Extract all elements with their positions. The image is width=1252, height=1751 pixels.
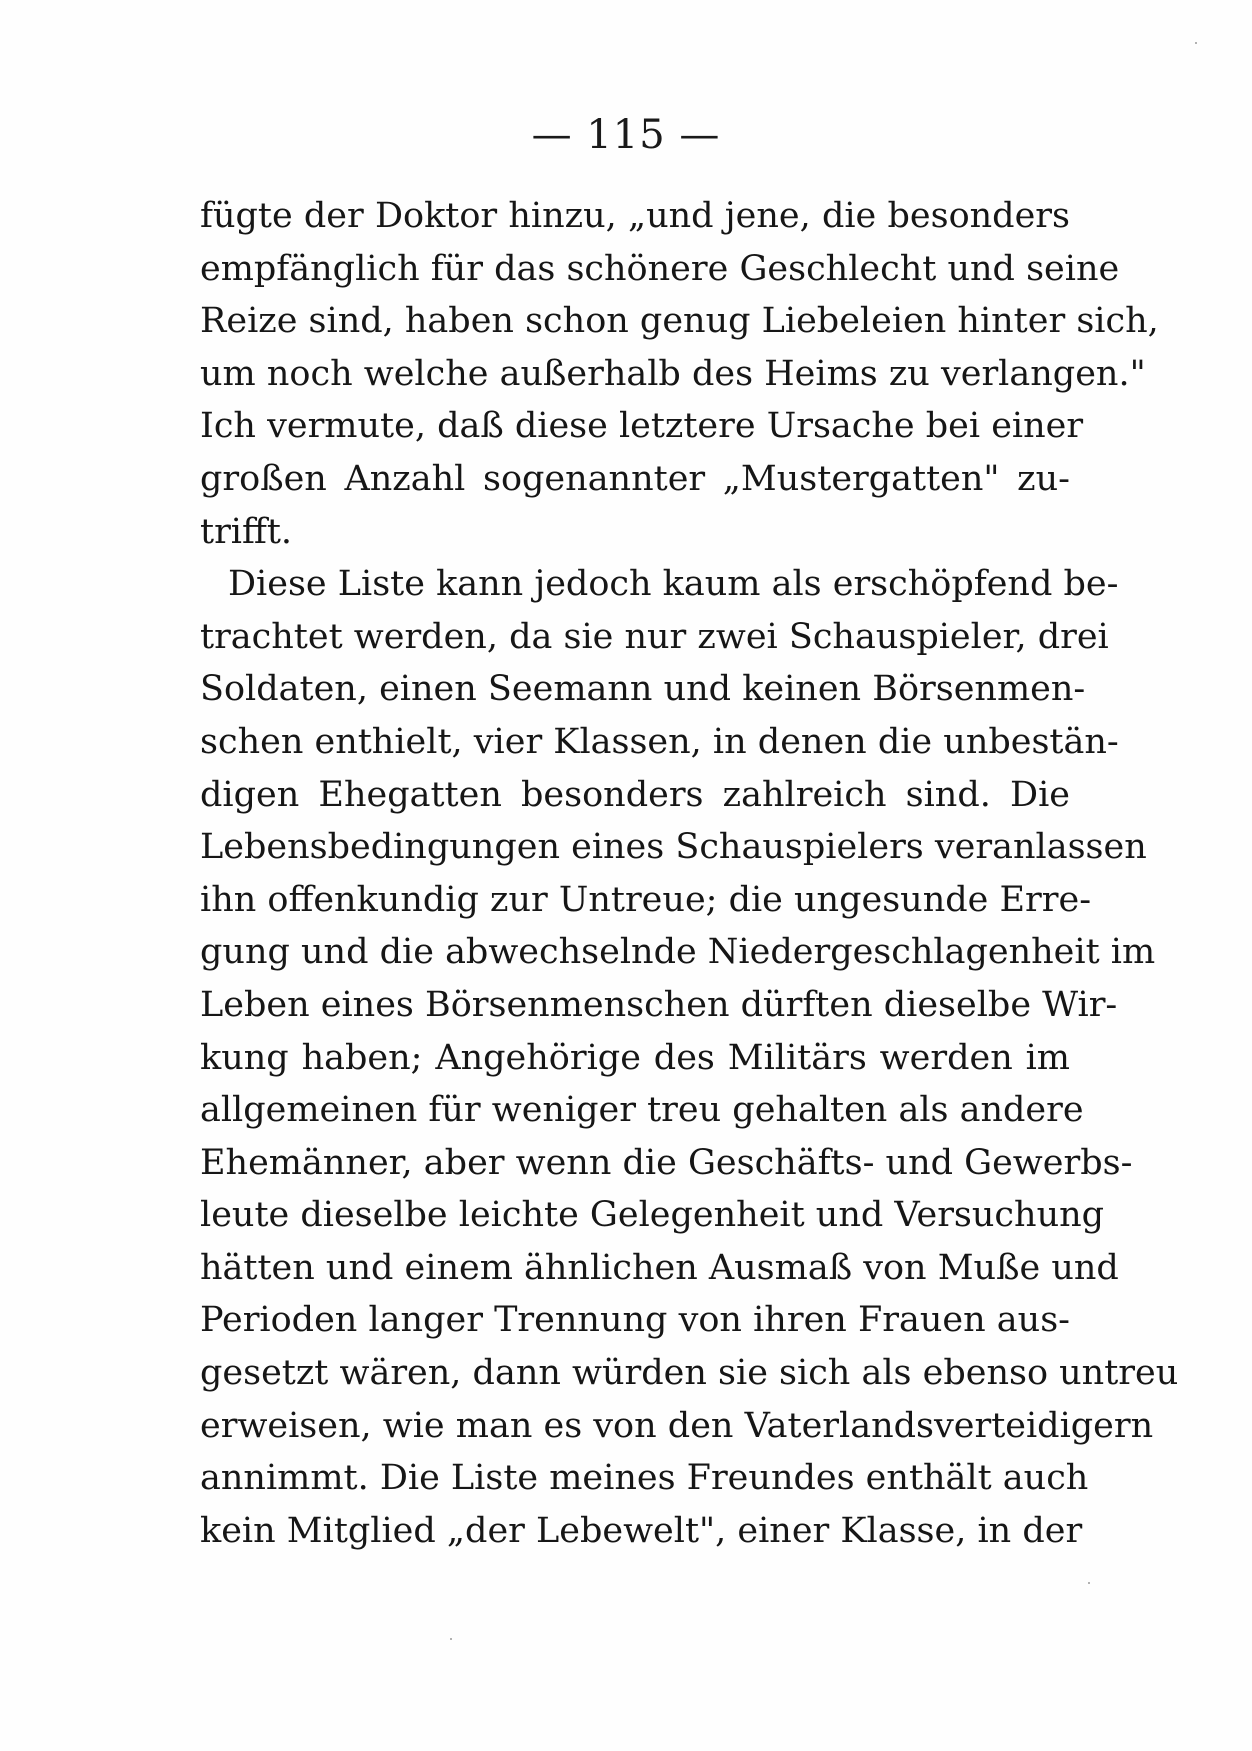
text-line: Leben eines Börsenmenschen dürften dieselbe Wir- [200,984,1118,1025]
text-line: Reize sind, haben schon genug Liebeleien hinter sich, [200,301,1159,342]
text-line: gung und die abwechselnde Niedergeschlagenheit im [200,932,1156,973]
text-line: allgemeinen für weniger treu gehalten als andere [200,1090,1084,1131]
paper-speck [1195,42,1197,44]
text-line: um noch welche außerhalb des Heims zu verlangen." [200,353,1146,394]
text-line: digen Ehegatten besonders zahlreich sind. Die [200,774,1070,815]
text-line: Ich vermute, daß diese letztere Ursache bei einer [200,406,1084,447]
text-line: trachtet werden, da sie nur zwei Schauspieler, drei [200,616,1109,657]
text-line: Lebensbedingungen eines Schauspielers veranlassen [200,827,1147,868]
text-line: gesetzt wären, dann würden sie sich als ebenso untreu [200,1353,1179,1394]
text-line: trifft. [200,511,293,552]
text-line: erweisen, wie man es von den Vaterlandsverteidigern [200,1405,1154,1446]
text-line: hätten und einem ähnlichen Ausmaß von Muße und [200,1247,1119,1288]
page-number: — 115 — [531,112,721,158]
text-line: kung haben; Angehörige des Militärs werden im [200,1037,1070,1078]
paper-speck [1088,1582,1090,1584]
text-line: leute dieselbe leichte Gelegenheit und Versuchung [200,1195,1105,1236]
text-line: kein Mitglied „der Lebewelt", einer Klasse, in der [200,1510,1083,1551]
paper-speck [450,1638,452,1640]
body-text [200,190,1179,1557]
text-line: schen enthielt, vier Klassen, in denen die unbestän- [200,721,1119,762]
text-line: empfänglich für das schönere Geschlecht und seine [200,248,1120,289]
text-line: Ehemänner, aber wenn die Geschäfts- und Gewerbs- [200,1142,1133,1183]
text-line: großen Anzahl sogenannter „Mustergatten" zu- [200,458,1070,499]
text-line: Diese Liste kann jedoch kaum als erschöpfend be- [228,564,1119,605]
text-line: annimmt. Die Liste meines Freundes enthält auch [200,1458,1089,1499]
text-line: Soldaten, einen Seemann und keinen Börsenmen- [200,669,1086,710]
text-line: ihn offenkundig zur Untreue; die ungesunde Erre- [200,879,1092,920]
text-line: fügte der Doktor hinzu, „und jene, die besonders [200,196,1070,236]
text-line: Perioden langer Trennung von ihren Frauen aus- [200,1300,1070,1341]
